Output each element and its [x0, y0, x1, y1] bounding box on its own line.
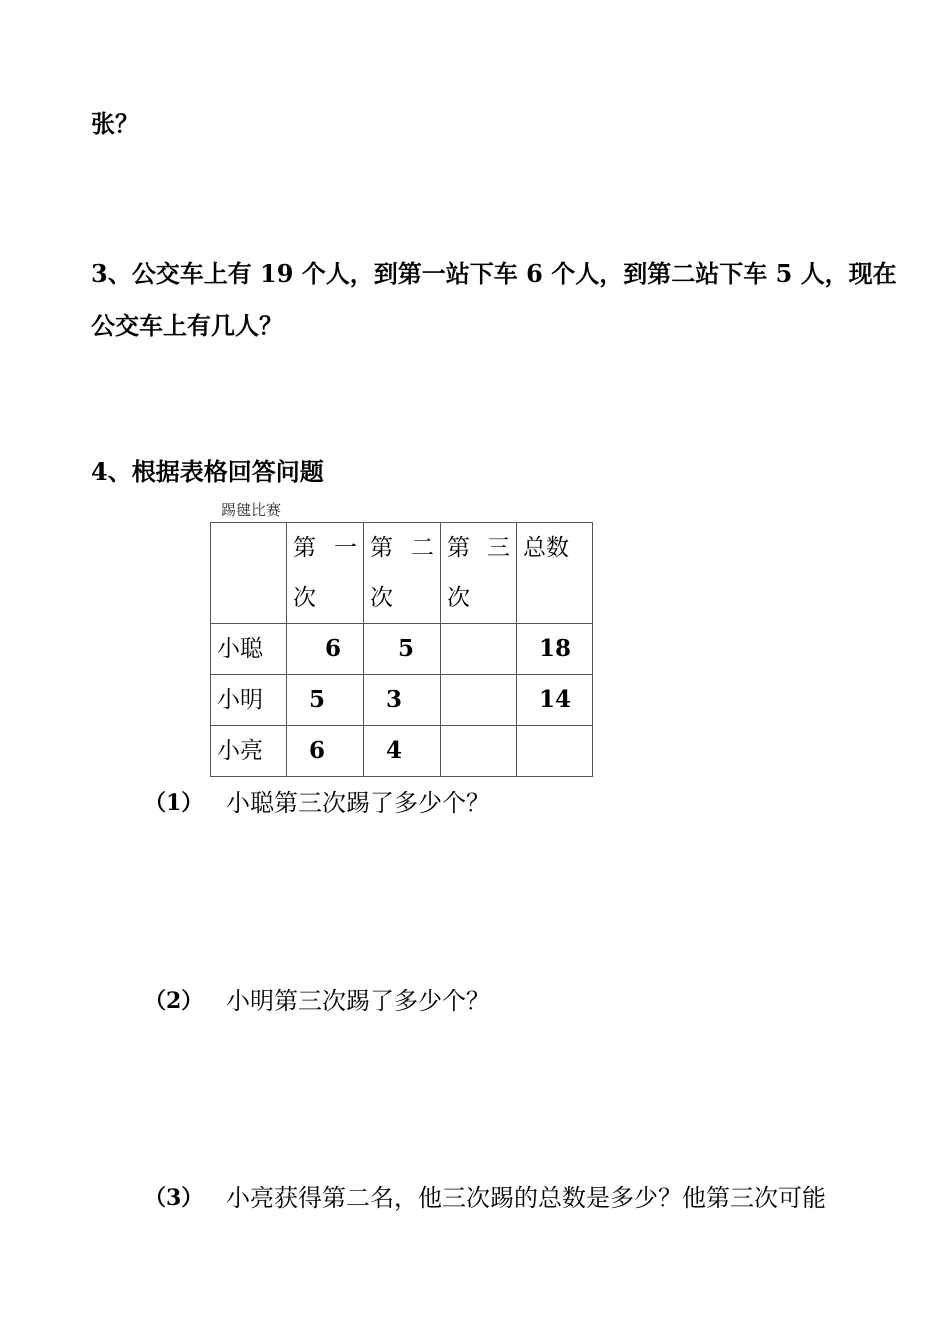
cell-first: 6 — [287, 726, 364, 777]
text-line-fragment: 张？ — [91, 109, 139, 138]
header-second-line2: 次 — [370, 585, 393, 611]
cell-total: 14 — [517, 675, 593, 726]
row-name: 小亮 — [211, 726, 287, 777]
header-first-line2: 次 — [293, 585, 316, 611]
cell-third — [441, 624, 517, 675]
cell-total: 18 — [517, 624, 593, 675]
header-total-label: 总数 — [523, 535, 569, 561]
problem-4-heading: 4、根据表格回答问题 — [91, 457, 324, 486]
header-cell-total — [517, 523, 593, 624]
header-third-line1: 第 三 — [447, 535, 510, 561]
question-1-number: （1） — [144, 790, 204, 816]
cell-total — [517, 726, 593, 777]
table-row — [211, 675, 593, 726]
table-header-row — [211, 523, 593, 624]
table-caption: 踢毽比赛 — [221, 501, 282, 519]
table-row — [211, 726, 593, 777]
problem-3-line-2: 公交车上有几人？ — [91, 311, 283, 340]
header-cell-empty — [211, 523, 287, 624]
question-3-text: 小亮获得第二名，他三次踢的总数是多少？他第三次可能 — [226, 1184, 826, 1212]
kick-score-table — [210, 522, 593, 777]
row-name: 小明 — [211, 675, 287, 726]
question-3-number: （3） — [144, 1185, 204, 1211]
cell-first: 6 — [287, 624, 364, 675]
header-first-line1: 第 一 — [293, 535, 357, 561]
question-2-number: （2） — [144, 988, 204, 1014]
cell-second: 4 — [364, 726, 441, 777]
cell-third — [441, 675, 517, 726]
header-second-line1: 第 二 — [370, 535, 434, 561]
problem-3-line-1: 3、公交车上有 19 个人，到第一站下车 6 个人，到第二站下车 5 人，现在 — [91, 259, 897, 288]
row-name: 小聪 — [211, 624, 287, 675]
header-cell-second — [364, 523, 441, 624]
cell-second: 5 — [364, 624, 441, 675]
question-2-text: 小明第三次踢了多少个？ — [226, 987, 490, 1015]
header-third-line2: 次 — [447, 585, 470, 611]
header-cell-third — [441, 523, 517, 624]
header-cell-first — [287, 523, 364, 624]
cell-second: 3 — [364, 675, 441, 726]
cell-third — [441, 726, 517, 777]
cell-first: 5 — [287, 675, 364, 726]
question-1-text: 小聪第三次踢了多少个？ — [226, 789, 490, 817]
table-row — [211, 624, 593, 675]
